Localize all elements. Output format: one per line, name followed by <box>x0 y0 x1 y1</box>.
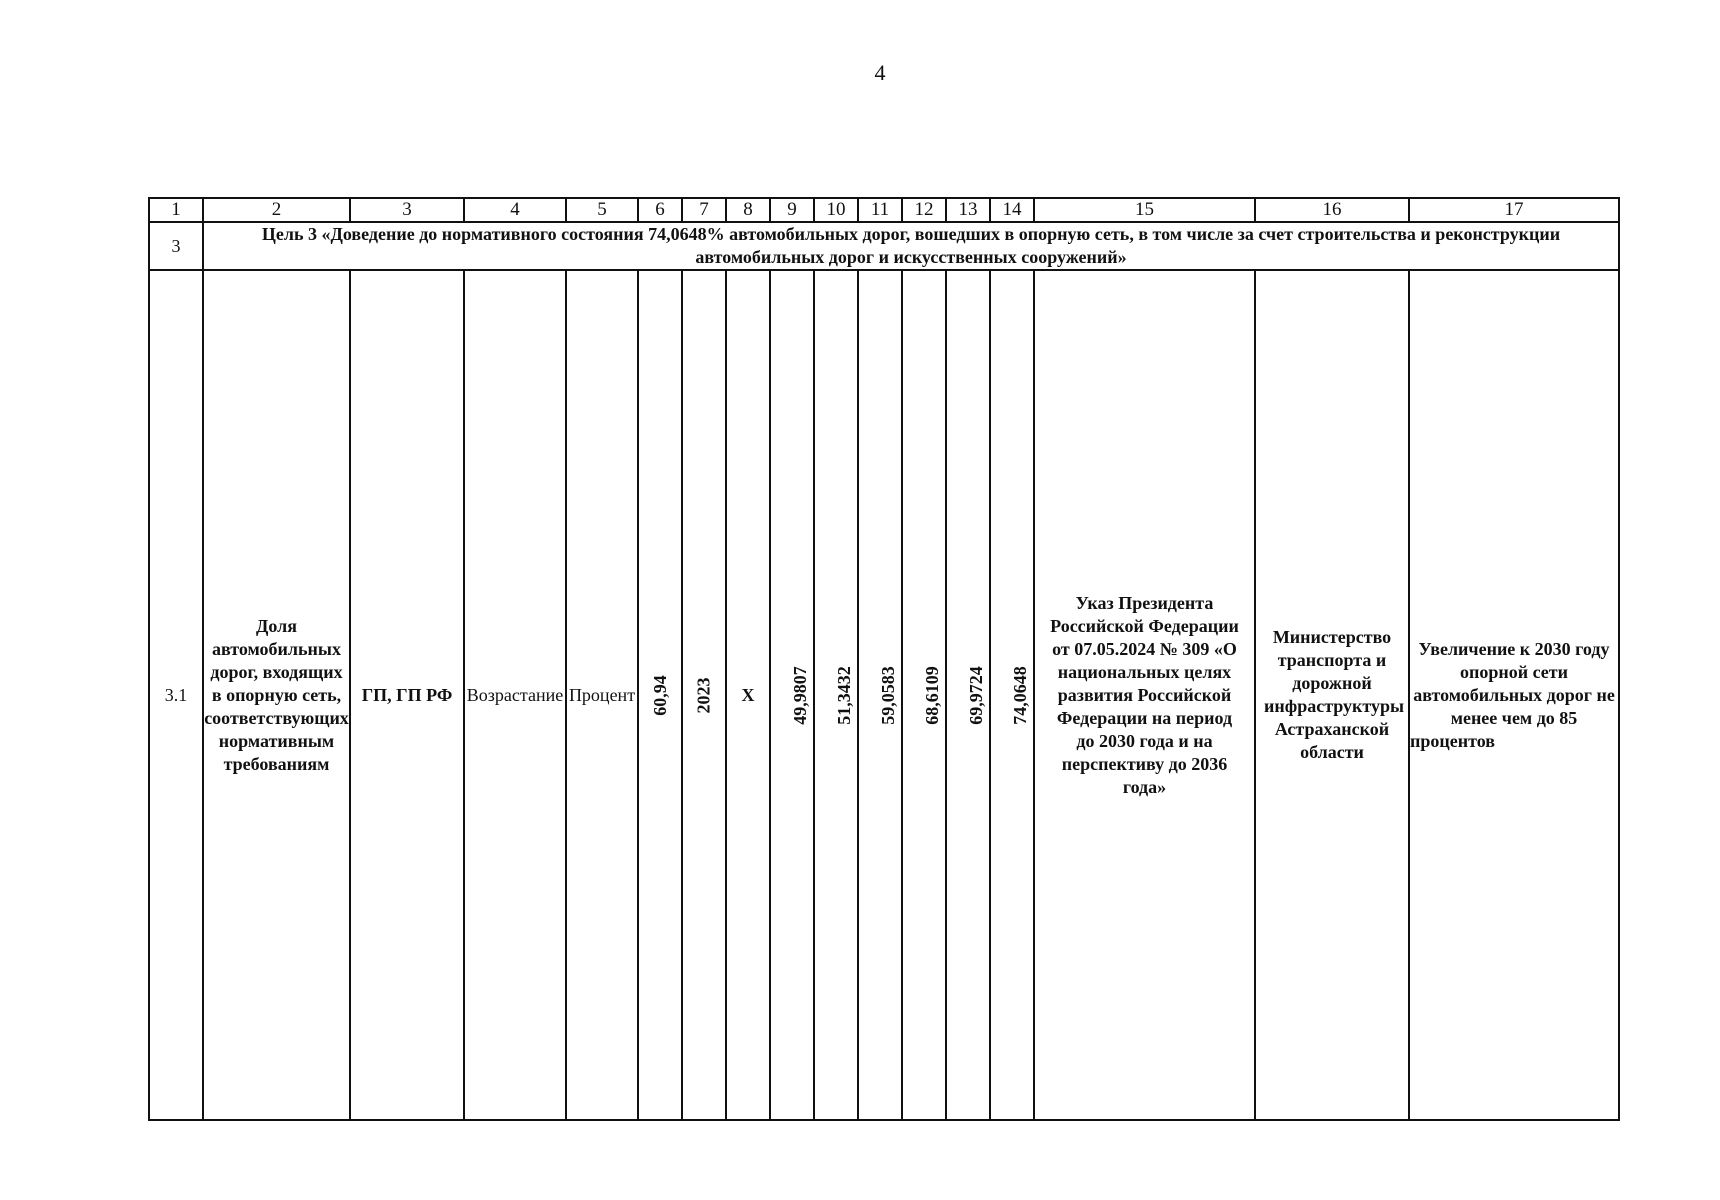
value-cell-13 <box>946 270 990 1120</box>
value-13: 69,9724 <box>965 665 986 725</box>
table-row <box>149 270 1619 1120</box>
column-header: 9 <box>770 198 814 222</box>
goal-text: Цель 3 «Доведение до нормативного состояния 74,0648% автомобильных дорог, вошедших в опорную сеть, в том числе за счет строительства и реконструкции автомобильных дорог и искусственных сооружений» <box>203 222 1619 270</box>
column-header: 8 <box>726 198 770 222</box>
column-header: 3 <box>350 198 464 222</box>
value-cell-12 <box>902 270 946 1120</box>
column-header: 5 <box>566 198 638 222</box>
column-header: 10 <box>814 198 858 222</box>
column-header: 11 <box>858 198 902 222</box>
goal-row <box>149 222 1619 270</box>
base-year-cell <box>682 270 726 1120</box>
column-header: 14 <box>990 198 1034 222</box>
column-header: 13 <box>946 198 990 222</box>
column-header: 12 <box>902 198 946 222</box>
program-cell: ГП, ГП РФ <box>350 270 464 1120</box>
page-number: 4 <box>874 60 886 85</box>
column-header: 17 <box>1409 198 1619 222</box>
unit-cell: Процент <box>566 270 638 1120</box>
base-year: 2023 <box>693 677 714 713</box>
column-header: 1 <box>149 198 203 222</box>
col8-cell: Х <box>726 270 770 1120</box>
value-cell-10 <box>814 270 858 1120</box>
document-cell: Указ Президента Российской Федерации от 07.05.2024 № 309 «О национальных целях развития Российской Федерации на период до 2030 года и на перспективу до 2036 года» <box>1034 270 1255 1120</box>
value-cell-9 <box>770 270 814 1120</box>
value-14: 74,0648 <box>1009 665 1030 725</box>
responsible-cell: Министерство транспорта и дорожной инфраструктуры Астраханской области <box>1255 270 1409 1120</box>
value-11: 59,0583 <box>877 665 898 725</box>
note-cell: Увеличение к 2030 году опорной сети автомобильных дорог не менее чем до 85 процентов <box>1409 270 1619 1120</box>
value-cell-11 <box>858 270 902 1120</box>
value-10: 51,3432 <box>833 665 854 725</box>
column-header: 4 <box>464 198 566 222</box>
indicator-table <box>148 197 1620 1121</box>
trend-cell: Возрастание <box>464 270 566 1120</box>
value-cell-14 <box>990 270 1034 1120</box>
value-12: 68,6109 <box>921 665 942 725</box>
base-value-cell <box>638 270 682 1120</box>
column-header: 6 <box>638 198 682 222</box>
column-header: 2 <box>203 198 350 222</box>
indicator-name: Доля автомобильных дорог, входящих в опорную сеть, соответствующих нормативным требованиям <box>203 270 350 1120</box>
column-header: 7 <box>682 198 726 222</box>
goal-number: 3 <box>149 222 203 270</box>
column-number-row <box>149 198 1619 222</box>
column-header: 16 <box>1255 198 1409 222</box>
base-value: 60,94 <box>649 674 670 716</box>
value-9: 49,9807 <box>789 665 810 725</box>
row-number: 3.1 <box>149 270 203 1120</box>
column-header: 15 <box>1034 198 1255 222</box>
